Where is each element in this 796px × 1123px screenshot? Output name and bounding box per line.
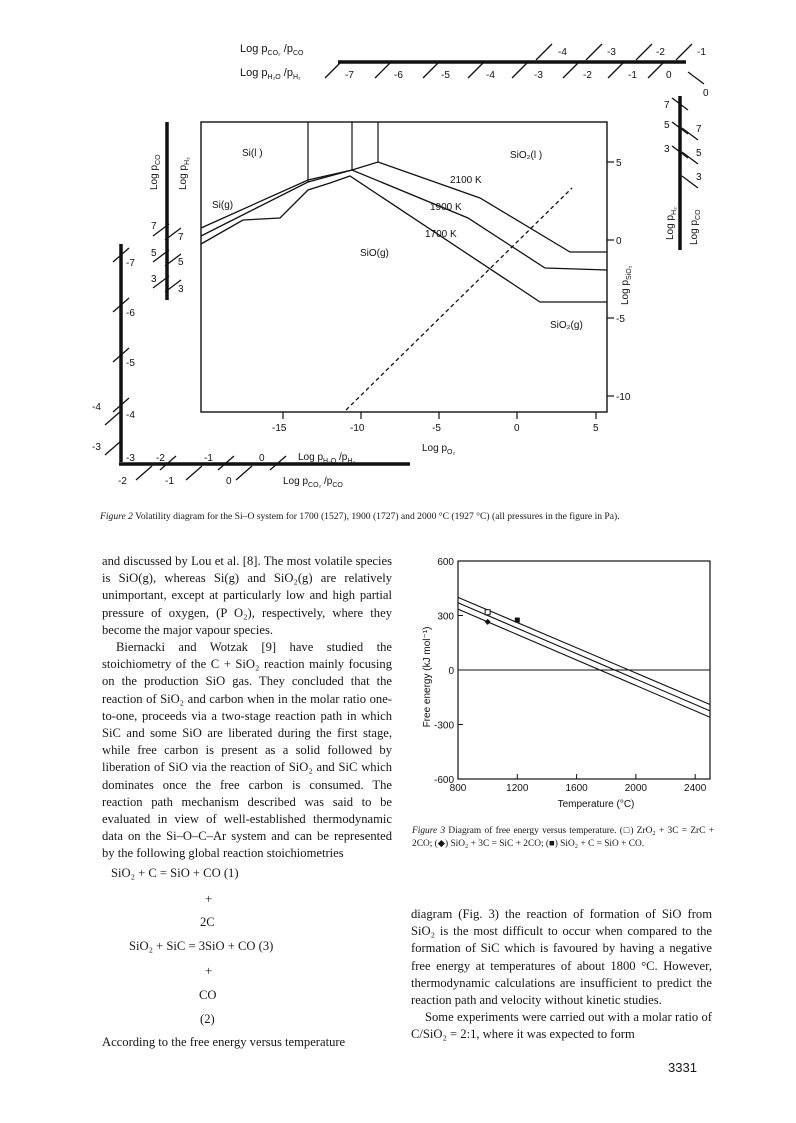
- x-tick-label: 800: [449, 783, 467, 794]
- figure-2-caption: [100, 510, 730, 523]
- isotherm-label-2100K: 2100 K: [450, 175, 482, 186]
- o2-axis-ticks: [283, 412, 596, 419]
- equation-plus-2: +: [205, 964, 213, 978]
- chart-axes: [434, 557, 710, 794]
- isotherm-curves: [201, 162, 607, 302]
- y-tick-label: -600: [433, 775, 454, 786]
- isotherm-label-1700K: 1700 K: [425, 229, 457, 240]
- right-axis-label-co: Log $p_{CO}$: [689, 209, 702, 245]
- right-tick-5-inner: 5: [664, 120, 670, 131]
- top-h2o-tick-2: -6: [394, 70, 403, 81]
- series-line-1: [458, 597, 710, 704]
- right-tick-7-outer: 7: [696, 124, 702, 135]
- sio2-tick-0: 0: [616, 236, 622, 247]
- sio2-axis-ticks: [607, 162, 614, 396]
- top-co2-tick-1: -4: [558, 47, 567, 58]
- equation-1: SiO₂ + C = SiO + CO (1): [111, 866, 239, 880]
- left-outer-tick-m5: -5: [126, 358, 135, 369]
- free-energy-chart: [410, 553, 720, 823]
- dashed-equilibrium-line: [346, 188, 572, 410]
- y-tick-label: 0: [448, 666, 454, 677]
- region-sio2-gas: SiO₂(g): [550, 320, 583, 331]
- top-h2o-tick-8: 0: [666, 70, 672, 81]
- sio2-tick-m5: -5: [616, 314, 625, 325]
- left-mid-tick-5: 5: [178, 257, 184, 268]
- left-outer-tick-m6: -6: [126, 308, 135, 319]
- bottom-co2-tick-m1: -1: [165, 476, 174, 487]
- left-mid-tick-3: 3: [178, 284, 184, 295]
- top-co2-tick-2: -3: [607, 47, 616, 58]
- bottom-co2-axis-label: Log $p_{CO_2}$ $/p_{CO}$: [283, 476, 343, 489]
- diamond-marker: [485, 619, 491, 625]
- chart-y-axis-label: Free energy (kJ mol⁻¹): [422, 626, 433, 728]
- bottom-co2-tick-0: 0: [226, 476, 232, 487]
- y-tick-label: 300: [437, 611, 454, 623]
- top-h2o-tick-7: -1: [628, 70, 637, 81]
- o2-tick-0: 0: [514, 423, 520, 434]
- chart-series: [458, 597, 710, 717]
- top-co2-axis-label: Log $p_{CO_2}$ $/p_{CO}$: [240, 43, 304, 57]
- x-tick-label: 2400: [684, 783, 707, 794]
- o2-tick-5: 5: [593, 423, 599, 434]
- top-h2o-axis-label: Log $p_{H_2O}$ $/p_{H_2}$: [240, 67, 301, 81]
- left-inner-tick-3: 3: [151, 274, 157, 285]
- equation-2c: 2C: [200, 915, 215, 929]
- o2-tick-m10: -10: [350, 423, 365, 434]
- left-outer-tick-m7: -7: [126, 258, 135, 269]
- left-mid-tick-7: 7: [178, 232, 184, 243]
- bottom-co2-tick-m2: -2: [118, 476, 127, 487]
- series-line-2: [458, 603, 710, 711]
- left-paragraph-1: and discussed by Lou et al. [8]. The most volatile species is SiO(g), whereas Si(g) and SiO₂(g) are relatively unimportant, except at particularly low and high partial pressure of oxygen, (P O₂), respectively, where they become the major vapour species.: [102, 554, 392, 637]
- left-axis-label-h2: Log $p_{H_2}$: [178, 157, 191, 190]
- top-h2o-tick-6: -2: [583, 70, 592, 81]
- lower-left-tick-m4: -4: [92, 402, 101, 413]
- sio2-tick-5: 5: [616, 158, 622, 169]
- left-paragraph-3: According to the free energy versus temperature: [102, 1035, 346, 1049]
- right-tick-5-outer: 5: [696, 148, 702, 159]
- right-tick-7-inner: 7: [664, 100, 670, 111]
- top-h2o-tick-5: -3: [534, 70, 543, 81]
- o2-tick-m15: -15: [272, 423, 287, 434]
- o2-axis-label: Log $p_{O_2}$: [422, 443, 456, 456]
- x-tick-label: 1200: [506, 783, 529, 794]
- bottom-h2o-tick-m1: -1: [204, 453, 213, 464]
- top-h2o-tick-1: -7: [345, 70, 354, 81]
- right-column: [411, 906, 712, 1044]
- right-tick-3-outer: 3: [696, 172, 702, 183]
- top-h2o-tick-3: -5: [441, 70, 450, 81]
- region-sio2-liquid: SiO₂(l ): [510, 150, 543, 161]
- left-axis-label-co: Log $p_{CO}$: [149, 154, 162, 190]
- volatility-diagram: [0, 0, 796, 500]
- plot-frame: [201, 122, 607, 412]
- top-co2-tick-4: -1: [697, 47, 706, 58]
- page-number: 3331: [668, 1060, 697, 1075]
- lower-left-tick-m3: -3: [92, 442, 101, 453]
- figure-3-caption-text: Diagram of free energy versus temperature. (□) ZrO₂ + 3C = ZrC + 2CO; (◆) SiO₂ + 3C = SiC + 2CO; (■) SiO₂ + C = SiO + CO.: [412, 826, 714, 849]
- region-si-gas: Si(g): [212, 200, 234, 211]
- equation-plus-1: +: [205, 892, 213, 906]
- left-inner-tick-5: 5: [151, 248, 157, 259]
- y-tick-label: 600: [437, 557, 454, 568]
- left-outer-tick-m4: -4: [126, 410, 135, 421]
- region-si-liquid: Si(l ): [242, 148, 263, 159]
- sio2-axis-label: Log $p_{SiO_2}$: [620, 265, 633, 305]
- left-column: [102, 553, 392, 863]
- figure-2-label: Figure 2: [100, 511, 133, 522]
- equation-co: CO: [199, 988, 217, 1002]
- open-square-marker: [485, 610, 490, 615]
- top-h2o-tick-4: -4: [486, 70, 495, 81]
- bottom-h2o-tick-m2: -2: [156, 453, 165, 464]
- right-tick-3-inner: 3: [664, 144, 670, 155]
- figure-3-label: Figure 3: [412, 826, 446, 836]
- x-tick-label: 1600: [565, 783, 588, 794]
- left-outer-slashes: [105, 248, 129, 455]
- top-co2-tick-3: -2: [656, 47, 665, 58]
- isotherm-label-1900K: 1900 K: [430, 202, 462, 213]
- equation-2-label: (2): [200, 1012, 215, 1026]
- left-inner-tick-7: 7: [151, 221, 157, 232]
- isotherm-2100K: [201, 162, 607, 252]
- right-axis-label-h2: Log $p_{H_2}$: [665, 207, 678, 240]
- right-paragraph-2: Some experiments were carried out with a molar ratio of C/SiO₂ = 2:1, where it was expected to form: [411, 1010, 712, 1042]
- chart-x-axis-label: Temperature (°C): [557, 799, 635, 810]
- bottom-h2o-axis-label: Log $p_{H_2O}$ $/p_{H_2}$: [298, 452, 356, 465]
- figure-2-caption-text: Volatility diagram for the Si–O system for 1700 (1527), 1900 (1727) and 2000 °C (1927 °C) (all pressures in the figure in Pa).: [132, 511, 620, 522]
- bottom-h2o-tick-m3: -3: [126, 453, 135, 464]
- left-paragraph-2: Biernacki and Wotzak [9] have studied the stoichiometry of the C + SiO₂ reaction mainly focusing on the production SiO gas. They concluded that the reaction of SiO₂ and carbon when in the molar ratio one-to-one, proceeds via a two-stage reaction path in which SiC and some SiO are liberated during the first stage, while free carbon is present as a solid followed by liberation of SiO via the reaction of SiO₂ and SiC which dominates once the free carbon is consumed. The reaction path mechanism described was said to be evaluated in view of well-established thermodynamic data on the Si–O–C–Ar system and can be represented by the following global reaction stoichiometries: [102, 640, 392, 861]
- sio2-tick-m10: -10: [616, 392, 631, 403]
- isotherm-1900K: [201, 170, 607, 270]
- figure-3-caption: [412, 825, 714, 850]
- series-line-3: [458, 609, 710, 717]
- right-paragraph-1: diagram (Fig. 3) the reaction of formation of SiO from SiO₂ is the most difficult to occur when compared to the formation of SiC which is favoured by having a negative free energy at temperatures of about 1800 °C. However, thermodynamic calculations are insufficient to predict the reaction path and velocity without kinetic studies.: [411, 907, 712, 1008]
- filled-square-marker: [515, 618, 520, 623]
- region-sio-gas: SiO(g): [360, 248, 389, 259]
- right-tick-0: 0: [703, 88, 709, 99]
- x-tick-label: 2000: [624, 783, 648, 794]
- bottom-h2o-tick-0: 0: [259, 453, 265, 464]
- isotherm-1700K: [201, 176, 607, 302]
- equation-3: SiO₂ + SiC = 3SiO + CO (3): [129, 939, 274, 953]
- o2-tick-m5: -5: [432, 423, 441, 434]
- y-tick-label: -300: [433, 720, 454, 732]
